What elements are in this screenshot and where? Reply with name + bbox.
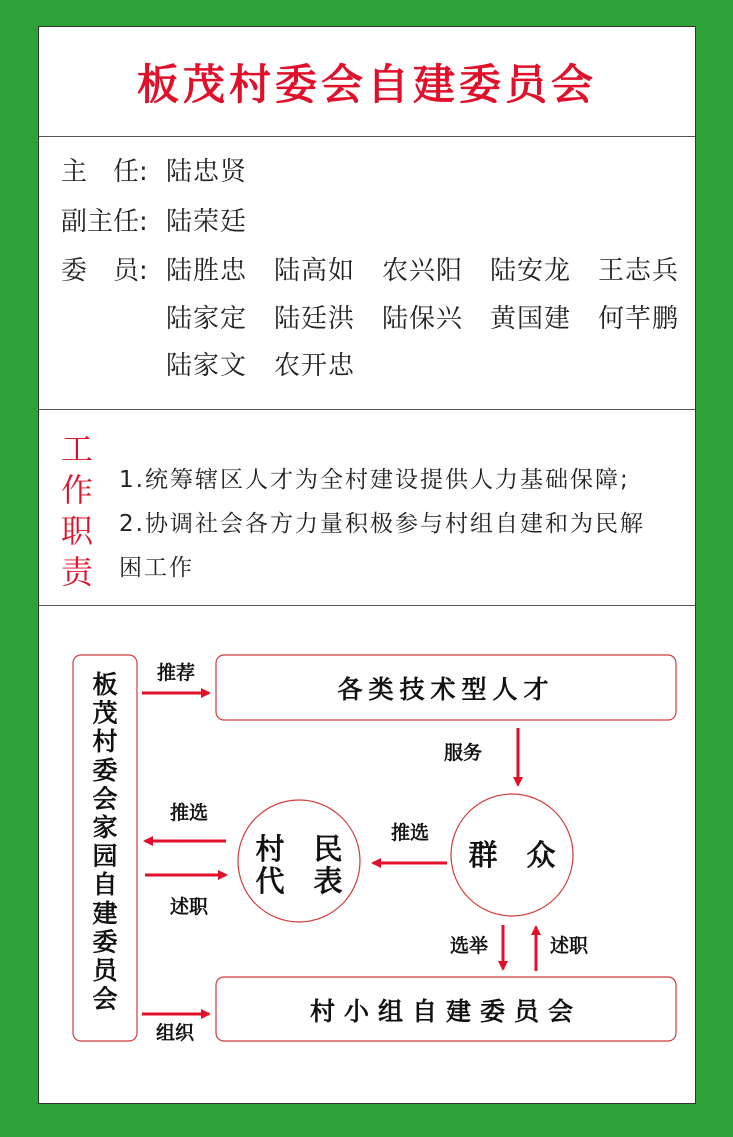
report-left-label: 述职 xyxy=(169,896,209,918)
committee-names-2: 陆家定 陆廷洪 陆保兴 黄国建 何芊鹏 xyxy=(166,304,680,334)
duties-heading-char: 工 xyxy=(61,430,94,468)
vice-director-row xyxy=(61,201,247,238)
committee-names-row-2 xyxy=(166,298,679,335)
elect-left-label: 推选 xyxy=(169,802,209,824)
village-committee-char: 茂 xyxy=(92,698,118,728)
duties-heading-char: 作 xyxy=(61,471,94,509)
village-committee-text xyxy=(92,670,119,1014)
org-diagram xyxy=(39,607,695,1103)
village-committee-char: 园 xyxy=(92,841,118,871)
village-committee-char: 委 xyxy=(92,755,118,785)
director-name: 陆忠贤 xyxy=(166,157,248,187)
village-committee-char: 会 xyxy=(92,784,118,814)
director-row xyxy=(61,151,247,188)
committee-names-1: 陆胜忠 陆高如 农兴阳 陆安龙 王志兵 xyxy=(166,256,680,286)
vice-director-name: 陆荣廷 xyxy=(166,207,248,237)
divider xyxy=(39,605,695,606)
talent-box-label: 各类技术型人才 xyxy=(337,675,555,704)
village-committee-char: 家 xyxy=(92,813,118,842)
village-committee-char: 委 xyxy=(92,927,118,957)
committee-names-3: 陆家文 农开忠 xyxy=(166,351,356,381)
elect-mid-label: 推选 xyxy=(390,822,430,844)
duty-line-3: 困工作 xyxy=(119,555,194,581)
committee-label: 委 员: xyxy=(61,256,148,286)
recommend-label: 推荐 xyxy=(156,662,196,684)
village-committee-char: 自 xyxy=(92,870,118,900)
divider xyxy=(39,136,695,137)
committee-row xyxy=(61,250,679,287)
service-label: 服务 xyxy=(443,742,483,764)
village-committee-char: 会 xyxy=(92,984,118,1014)
vote-label: 选举 xyxy=(449,935,489,957)
village-committee-char: 板 xyxy=(92,670,118,699)
village-committee-char: 村 xyxy=(92,727,118,757)
masses-label: 群 众 xyxy=(468,838,556,872)
duties-heading-char: 责 xyxy=(61,553,94,591)
duty-line-2: 2.协调社会各方力量积极参与村组自建和为民解 xyxy=(119,511,645,537)
notice-board xyxy=(38,26,696,1104)
vice-director-label: 副主任: xyxy=(61,207,148,237)
divider xyxy=(39,409,695,410)
organize-label: 组织 xyxy=(155,1022,195,1044)
director-label: 主 任: xyxy=(61,157,148,187)
representatives-label-2: 代 表 xyxy=(255,864,343,898)
page-title: 板茂村委会自建委员会 xyxy=(136,59,597,109)
report-right-label: 述职 xyxy=(549,935,589,957)
representatives-label-1: 村 民 xyxy=(255,832,343,866)
village-committee-char: 员 xyxy=(92,956,118,985)
committee-names-row-3 xyxy=(166,345,355,382)
duties-heading-char: 职 xyxy=(61,512,94,550)
village-committee-char: 建 xyxy=(92,898,118,928)
duties-heading xyxy=(61,429,95,593)
group-committee-label: 村小组自建委员会 xyxy=(309,997,583,1026)
duty-line-1: 1.统筹辖区人才为全村建设提供人力基础保障; xyxy=(119,467,630,493)
